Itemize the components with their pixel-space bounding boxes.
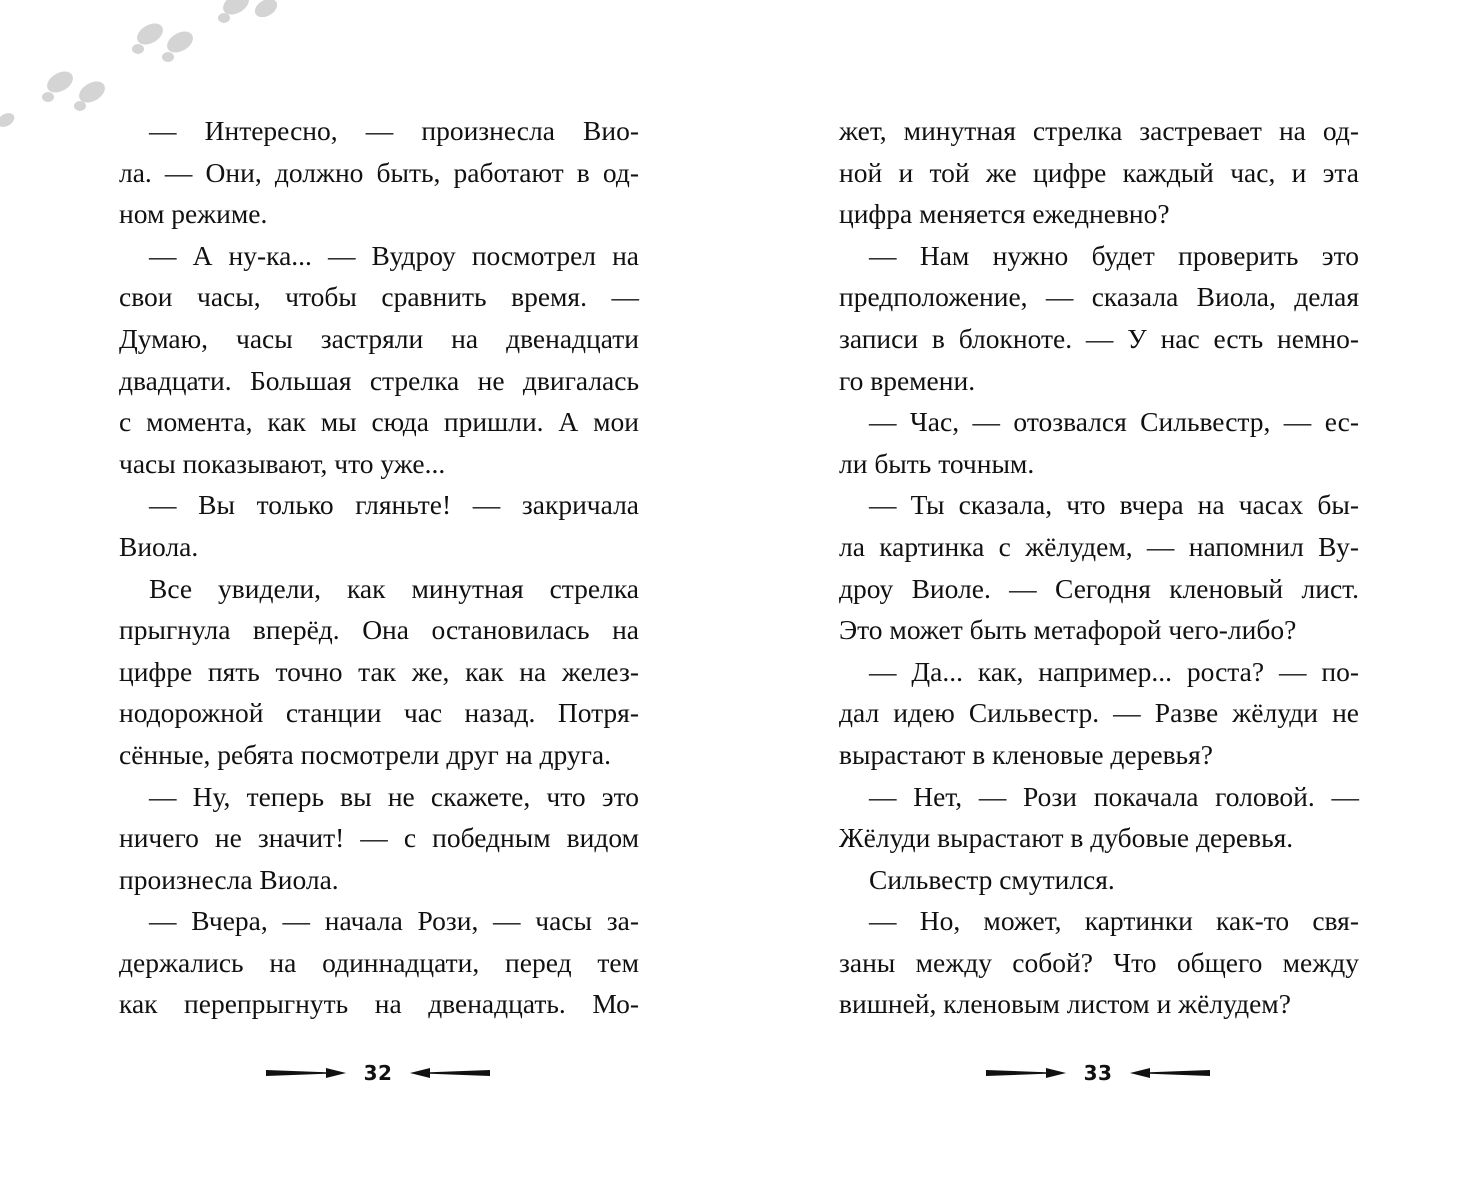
text-line: ли быть точным. bbox=[839, 447, 1035, 479]
text-line: го времени. bbox=[839, 364, 976, 396]
text-line: держались на одиннадцати, перед тем bbox=[119, 946, 639, 978]
text-line: Виола. bbox=[119, 530, 199, 562]
text-line: цифра меняется ежедневно? bbox=[839, 198, 1170, 230]
text-line: заны между собой? Что общего между bbox=[839, 946, 1359, 978]
text-line: — Ну, теперь вы не скажете, что это bbox=[149, 780, 639, 812]
text-line: — Вчера, — начала Рози, — часы за- bbox=[149, 905, 639, 937]
text-line: нодорожной станции час назад. Потря- bbox=[119, 697, 639, 729]
left-ornament-icon bbox=[986, 1066, 1066, 1080]
page-number: 32 bbox=[363, 1061, 393, 1085]
text-line: ной и той же цифре каждый час, и эта bbox=[839, 156, 1359, 188]
text-line: дал идею Сильвестр. — Разве жёлуди не bbox=[839, 697, 1359, 729]
text-line: ла. — Они, должно быть, работают в од- bbox=[119, 156, 639, 188]
text-line: как перепрыгнуть на двенадцать. Мо- bbox=[119, 988, 639, 1020]
text-line: прыгнула вперёд. Она остановилась на bbox=[119, 614, 639, 646]
right-ornament-icon bbox=[410, 1066, 490, 1080]
text-line: ном режиме. bbox=[119, 198, 268, 230]
page-number-right bbox=[978, 1058, 1218, 1088]
text-line: — Но, может, картинки как-то свя- bbox=[869, 905, 1359, 937]
text-line: — Нет, — Рози покачала головой. — bbox=[869, 780, 1359, 812]
text-line: — Час, — отозвался Сильвестр, — ес- bbox=[869, 406, 1359, 438]
text-line: часы показывают, что уже... bbox=[119, 447, 446, 479]
text-line: записи в блокноте. — У нас есть немно- bbox=[839, 322, 1359, 354]
text-line: — Нам нужно будет проверить это bbox=[869, 239, 1359, 271]
text-line: Это может быть метафорой чего-либо? bbox=[839, 614, 1297, 646]
text-line: Все увидели, как минутная стрелка bbox=[149, 572, 639, 604]
text-line: вишней, кленовым листом и жёлудем? bbox=[839, 988, 1291, 1020]
text-line: дроу Виоле. — Сегодня кленовый лист. bbox=[839, 572, 1359, 604]
text-line: с момента, как мы сюда пришли. А мои bbox=[119, 406, 639, 438]
text-line: свои часы, чтобы сравнить время. — bbox=[119, 281, 639, 313]
text-line: — Интересно, — произнесла Вио- bbox=[149, 115, 639, 146]
text-line: Жёлуди вырастают в дубовые деревья. bbox=[839, 822, 1294, 854]
text-line: — Да... как, например... роста? — по- bbox=[869, 655, 1359, 687]
text-line: — А ну-ка... — Вудроу посмотрел на bbox=[149, 239, 639, 271]
text-line: вырастают в кленовые деревья? bbox=[839, 738, 1213, 770]
page-number: 33 bbox=[1083, 1061, 1113, 1085]
left-ornament-icon bbox=[266, 1066, 346, 1080]
right-ornament-icon bbox=[1130, 1066, 1210, 1080]
page-number-left bbox=[258, 1058, 498, 1088]
text-line: — Вы только гляньте! — закричала bbox=[149, 489, 639, 521]
text-line: предположение, — сказала Виола, делая bbox=[839, 281, 1359, 313]
text-line: — Ты сказала, что вчера на часах бы- bbox=[869, 489, 1359, 521]
text-line: Сильвестр смутился. bbox=[869, 863, 1115, 895]
left-page bbox=[119, 110, 639, 1025]
text-line: сённые, ребята посмотрели друг на друга. bbox=[119, 738, 611, 770]
text-line: двадцати. Большая стрелка не двигалась bbox=[119, 364, 639, 396]
text-line: ла картинка с жёлудем, — напомнил Ву- bbox=[839, 530, 1359, 562]
text-line: цифре пять точно так же, как на желез- bbox=[119, 655, 639, 687]
text-line: ничего не значит! — с победным видом bbox=[119, 822, 639, 854]
text-line: произнесла Виола. bbox=[119, 863, 339, 895]
text-line: жет, минутная стрелка застревает на од- bbox=[839, 115, 1359, 146]
text-line: Думаю, часы застряли на двенадцати bbox=[119, 322, 639, 354]
right-page bbox=[839, 110, 1359, 1025]
